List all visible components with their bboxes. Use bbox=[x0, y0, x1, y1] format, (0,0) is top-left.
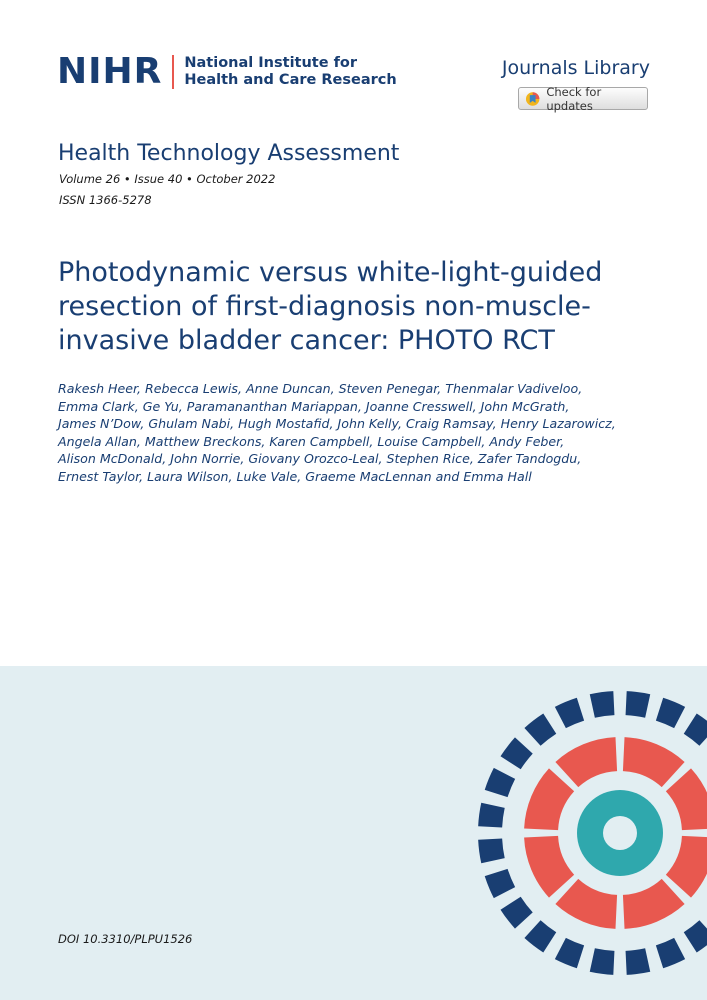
middle-ring-segment bbox=[623, 879, 685, 929]
outer-ring-segment bbox=[478, 839, 505, 864]
logo-divider bbox=[172, 55, 174, 89]
author-line: Emma Clark, Ge Yu, Paramananthan Mariappan, Joanne Cresswell, John McGrath, bbox=[58, 398, 570, 414]
middle-ring-segment bbox=[524, 768, 574, 830]
org-name-line2: Health and Care Research bbox=[184, 72, 397, 88]
outer-ring-segment bbox=[501, 897, 533, 929]
outer-ring-segment bbox=[626, 948, 651, 975]
author-line: Ernest Taylor, Laura Wilson, Luke Vale, Graeme MacLennan and Emma Hall bbox=[58, 468, 532, 484]
outer-ring-segment bbox=[684, 714, 707, 746]
middle-ring-segment bbox=[623, 737, 685, 787]
outer-ring-segment bbox=[656, 698, 685, 728]
outer-ring-segment bbox=[524, 714, 556, 746]
outer-ring-segment bbox=[590, 691, 615, 718]
concentric-rings-graphic bbox=[475, 688, 707, 978]
issn: ISSN 1366-5278 bbox=[59, 193, 152, 207]
middle-ring-segment bbox=[666, 836, 707, 898]
outer-ring-segment bbox=[590, 948, 615, 975]
outer-ring-segment bbox=[478, 803, 505, 828]
outer-ring-segment bbox=[626, 691, 651, 718]
org-name bbox=[184, 55, 396, 89]
issue-line: Volume 26 • Issue 40 • October 2022 bbox=[59, 172, 276, 186]
doi: DOI 10.3310/PLPU1526 bbox=[58, 932, 193, 946]
author-line: Alison McDonald, John Norrie, Giovany Orozco-Leal, Stephen Rice, Zafer Tandogdu, bbox=[58, 451, 582, 466]
outer-ring-segment bbox=[524, 920, 556, 952]
middle-ring-segment bbox=[524, 836, 574, 898]
author-line: Rakesh Heer, Rebecca Lewis, Anne Duncan, Steven Penegar, Thenmalar Vadiveloo, bbox=[58, 381, 583, 396]
journal-title: Health Technology Assessment bbox=[58, 141, 400, 166]
outer-ring-segment bbox=[656, 938, 685, 968]
middle-ring-segment bbox=[555, 737, 617, 787]
outer-ring-segment bbox=[485, 768, 515, 797]
outer-ring-segment bbox=[555, 698, 584, 728]
check-updates-label: Check for updates bbox=[546, 84, 602, 113]
nihr-logo bbox=[57, 52, 397, 92]
outer-ring-segment bbox=[501, 737, 533, 769]
middle-ring-segment bbox=[555, 879, 617, 929]
org-name-line1: National Institute for bbox=[184, 55, 358, 71]
check-updates-icon bbox=[525, 91, 540, 107]
outer-ring-segment bbox=[485, 869, 515, 898]
middle-ring-segment bbox=[666, 768, 707, 830]
article-title: Photodynamic versus white-light-guided resection of first-diagnosis non-muscle-invasive bladder cancer: PHOTO RCT bbox=[58, 257, 603, 356]
logo-mark: NIHR bbox=[57, 51, 163, 92]
outer-ring-segment bbox=[555, 938, 584, 968]
journals-library-label: Journals Library bbox=[501, 57, 650, 79]
author-line: James N’Dow, Ghulam Nabi, Hugh Mostafid, John Kelly, Craig Ramsay, Henry Lazarowicz, bbox=[58, 416, 616, 431]
author-list bbox=[58, 380, 618, 485]
ring-center bbox=[603, 816, 637, 850]
check-for-updates-button[interactable] bbox=[518, 84, 648, 113]
author-line: Angela Allan, Matthew Breckons, Karen Campbell, Louise Campbell, Andy Feber, bbox=[58, 433, 565, 449]
outer-ring-segment bbox=[684, 920, 707, 952]
